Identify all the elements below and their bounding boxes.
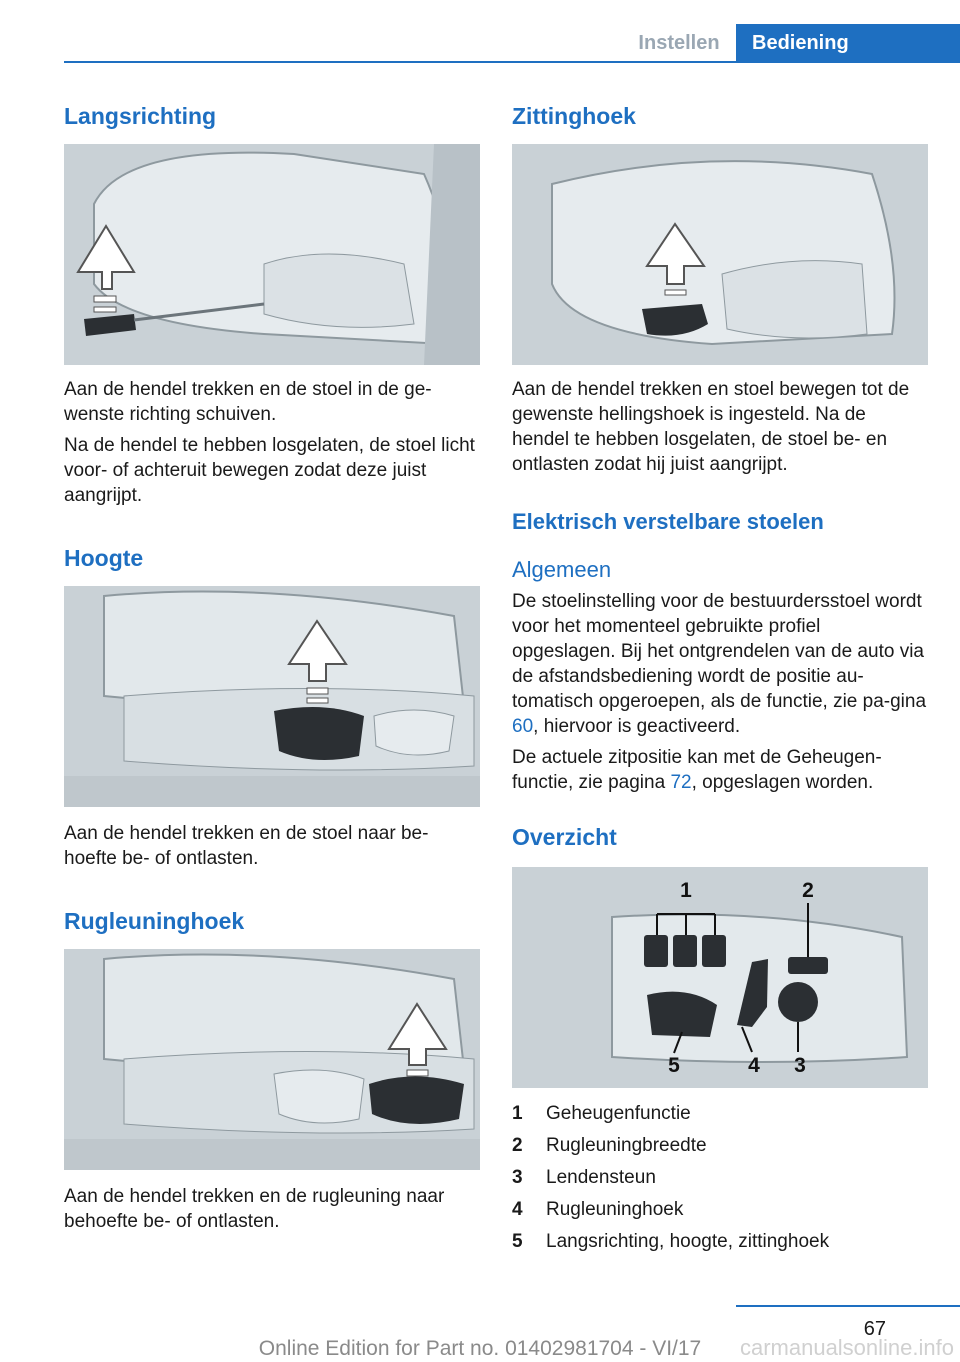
seat-controls-overview-illustration [512, 867, 928, 1088]
heading-langsrichting: Langsrichting [64, 103, 217, 129]
heading-zittinghoek: Zittinghoek [512, 103, 636, 129]
header-rule [64, 61, 960, 63]
page-link-60[interactable]: 60 [512, 716, 534, 737]
overview-legend [512, 1098, 928, 1258]
header-tab-instellen[interactable]: Instellen [638, 32, 720, 54]
heading-overzicht: Overzicht [512, 824, 617, 850]
callout-3: 3 [794, 1054, 806, 1077]
page-link-72[interactable]: 72 [670, 772, 692, 793]
heading-algemeen: Algemeen [512, 557, 612, 582]
edition-footer: Online Edition for Part no. 01402981704 - VI/17 [258, 1337, 702, 1360]
callout-4: 4 [748, 1054, 760, 1077]
footer-rule [736, 1305, 960, 1307]
right-column [512, 100, 928, 1258]
seat-tilt-illustration [512, 144, 928, 365]
algemeen-text-2: De actuele zitpositie kan met de Geheugen-functie, zie pagina 72, opgeslagen worden. [512, 747, 882, 793]
heading-hoogte: Hoogte [64, 545, 144, 571]
heading-elektrisch-verstelbare-stoelen: Elektrisch verstelbare stoelen [512, 509, 824, 534]
hoogte-text: Aan de hendel trekken en de stoel naar be-hoefte be- of ontlasten. [64, 823, 429, 869]
zittinghoek-text: Aan de hendel trekken en stoel bewegen tot de gewenste hellingshoek is ingesteld. Na de hendel te hebben losgelaten, de stoel be- en ontlasten zodat hij juist aangrijpt. [512, 379, 910, 475]
langsrichting-text-2: Na de hendel te hebben losgelaten, de stoel licht voor- of achteruit bewegen zodat deze juist aangrijpt. [64, 435, 475, 506]
langsrichting-text-1: Aan de hendel trekken en de stoel in de ge-wenste richting schuiven. [64, 379, 432, 425]
left-column [64, 100, 480, 1234]
legend-item: 5 Langsrichting, hoogte, zittinghoek [512, 1231, 830, 1252]
legend-item: 1 Geheugenfunctie [512, 1103, 691, 1124]
seat-height-illustration [64, 586, 480, 807]
header-tab-bediening[interactable]: Bediening [736, 24, 960, 62]
legend-item: 3 Lendensteun [512, 1167, 656, 1188]
callout-2: 2 [802, 879, 814, 902]
seat-lengthwise-illustration [64, 144, 480, 365]
rugleuninghoek-text: Aan de hendel trekken en de rugleuning naar behoefte be- of ontlasten. [64, 1186, 445, 1232]
watermark: carmanualsonline.info [739, 1335, 954, 1360]
page-number: 67 [863, 1318, 886, 1340]
callout-5: 5 [668, 1054, 680, 1077]
algemeen-text-1: De stoelinstelling voor de bestuurdersstoel wordt voor het momenteel gebruikte profiel opgeslagen. Bij het ontgrendelen van de auto via de afstandsbediening wordt de positie au-tomatisch opgeroepen, als de functie, zie pa-gina 60, hiervoor is geactiveerd. [512, 591, 927, 737]
legend-item: 4 Rugleuninghoek [512, 1199, 684, 1220]
seat-backrest-illustration [64, 949, 480, 1170]
heading-rugleuninghoek: Rugleuninghoek [64, 908, 245, 934]
callout-1: 1 [680, 879, 692, 902]
legend-item: 2 Rugleuningbreedte [512, 1135, 707, 1156]
